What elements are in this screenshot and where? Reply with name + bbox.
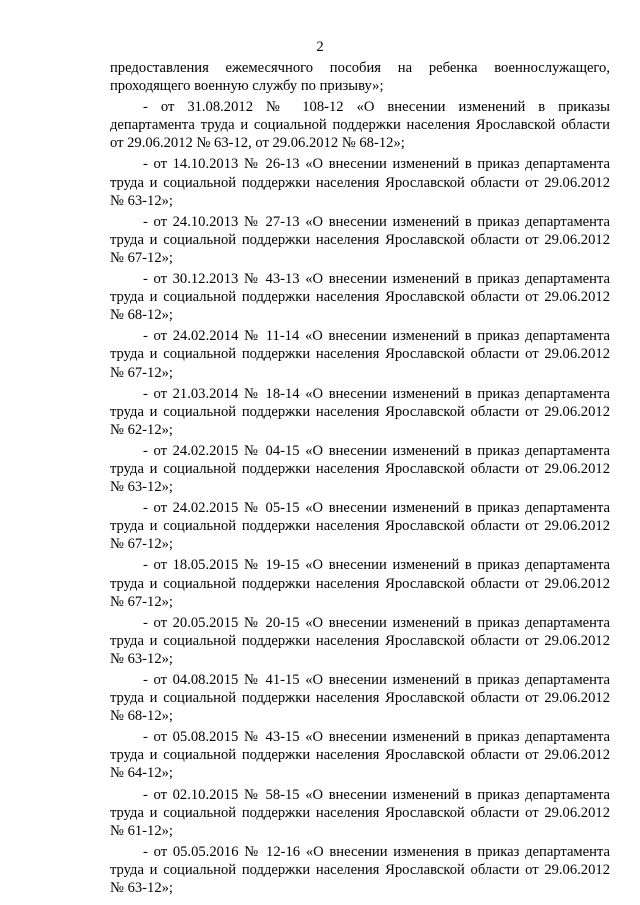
paragraph-line: № 68-12»; [110, 307, 173, 324]
amendment-item [110, 270, 610, 324]
paragraph-line: - от 24.02.2015 № 05-15 «О внесении изменений в приказ департамента [143, 500, 610, 517]
amendment-item [110, 98, 610, 152]
amendment-item [110, 786, 610, 840]
paragraph-line: - от 31.08.2012 № 108-12 «О внесении изменений в приказы [143, 99, 610, 116]
paragraph-line: - от 02.10.2015 № 58-15 «О внесении изменений в приказ департамента [143, 786, 610, 803]
paragraph-line: № 67-12»; [110, 593, 173, 610]
paragraph-line: № 67-12»; [110, 249, 173, 266]
amendment-item [110, 843, 610, 897]
paragraph-line: труда и социальной поддержки населения Ярославской области от 29.06.2012 [110, 403, 610, 420]
paragraph-line: - от 04.08.2015 № 41-15 «О внесении изменений в приказ департамента [143, 672, 610, 688]
amendment-item [110, 614, 610, 668]
paragraph-line: № 63-12»; [110, 650, 173, 667]
paragraph-line: - от 18.05.2015 № 19-15 «О внесении изменений в приказ департамента [143, 557, 610, 574]
paragraph-line: № 63-12»; [110, 479, 173, 496]
amendment-item [110, 155, 610, 209]
paragraph-line: - от 14.10.2013 № 26-13 «О внесении изменений в приказ департамента [143, 156, 610, 173]
paragraph-line: труда и социальной поддержки населения Ярославской области от 29.06.2012 [110, 518, 610, 535]
paragraph-line: проходящего военную службу по призыву»; [110, 78, 384, 95]
paragraph-line: труда и социальной поддержки населения Ярославской области от 29.06.2012 [110, 861, 610, 878]
amendment-item [110, 385, 610, 439]
paragraph-line: труда и социальной поддержки населения Ярославской области от 29.06.2012 [110, 804, 610, 821]
amendment-list [110, 98, 610, 897]
amendment-item [110, 556, 610, 610]
paragraph-line: - от 05.08.2015 № 43-15 «О внесении изменений в приказ департамента [143, 729, 610, 746]
paragraph-line: № 64-12»; [110, 765, 173, 782]
paragraph-line: - от 24.02.2015 № 04-15 «О внесении изменений в приказ департамента [143, 442, 610, 459]
paragraph-line: труда и социальной поддержки населения Ярославской области от 29.06.2012 [110, 460, 610, 477]
amendment-item [110, 499, 610, 553]
amendment-item [110, 671, 610, 725]
paragraph-line: - от 05.05.2016 № 12-16 «О внесении изменения в приказ департамента [143, 843, 610, 860]
paragraph-line: труда и социальной поддержки населения Ярославской области от 29.06.2012 [110, 346, 610, 363]
paragraph-line: труда и социальной поддержки населения Ярославской области от 29.06.2012 [110, 174, 610, 191]
paragraph-line: труда и социальной поддержки населения Ярославской области от 29.06.2012 [110, 289, 610, 306]
paragraph-line: от 29.06.2012 № 63-12, от 29.06.2012 № 68-12»; [110, 135, 405, 152]
paragraph-line: - от 30.12.2013 № 43-13 «О внесении изменений в приказ департамента [143, 271, 610, 288]
page-number: 2 [316, 39, 324, 55]
paragraph-line: № 63-12»; [110, 192, 173, 209]
amendment-item [110, 327, 610, 381]
amendment-item [110, 442, 610, 496]
paragraph-line: - от 24.10.2013 № 27-13 «О внесении изменений в приказ департамента [143, 213, 610, 230]
paragraph-line: № 61-12»; [110, 822, 173, 839]
paragraph-line: труда и социальной поддержки населения Ярославской области от 29.06.2012 [110, 575, 610, 592]
paragraph-line: - от 20.05.2015 № 20-15 «О внесении изменений в приказ департамента [143, 614, 610, 631]
paragraph-line: № 67-12»; [110, 536, 173, 553]
amendment-item [110, 213, 610, 267]
paragraph-line: труда и социальной поддержки населения Ярославской области от 29.06.2012 [110, 747, 610, 764]
paragraph-line: - от 21.03.2014 № 18-14 «О внесении изменений в приказ департамента [143, 385, 610, 402]
amendment-item [110, 728, 610, 782]
paragraph-line: № 68-12»; [110, 708, 173, 725]
lead-paragraph [110, 59, 610, 95]
document-body [110, 59, 610, 897]
paragraph-line: предоставления ежемесячного пособия на ребенка военнослужащего, [110, 60, 610, 76]
paragraph-line: труда и социальной поддержки населения Ярославской области от 29.06.2012 [110, 632, 610, 649]
paragraph-line: № 67-12»; [110, 364, 173, 381]
paragraph-line: № 62-12»; [110, 421, 173, 438]
paragraph-line: труда и социальной поддержки населения Ярославской области от 29.06.2012 [110, 690, 610, 707]
paragraph-line: - от 24.02.2014 № 11-14 «О внесении изменений в приказ департамента [143, 328, 610, 345]
paragraph-line: № 63-12»; [110, 880, 173, 897]
paragraph-line: департамента труда и социальной поддержки населения Ярославской области [110, 117, 610, 134]
paragraph-line: труда и социальной поддержки населения Ярославской области от 29.06.2012 [110, 231, 610, 248]
